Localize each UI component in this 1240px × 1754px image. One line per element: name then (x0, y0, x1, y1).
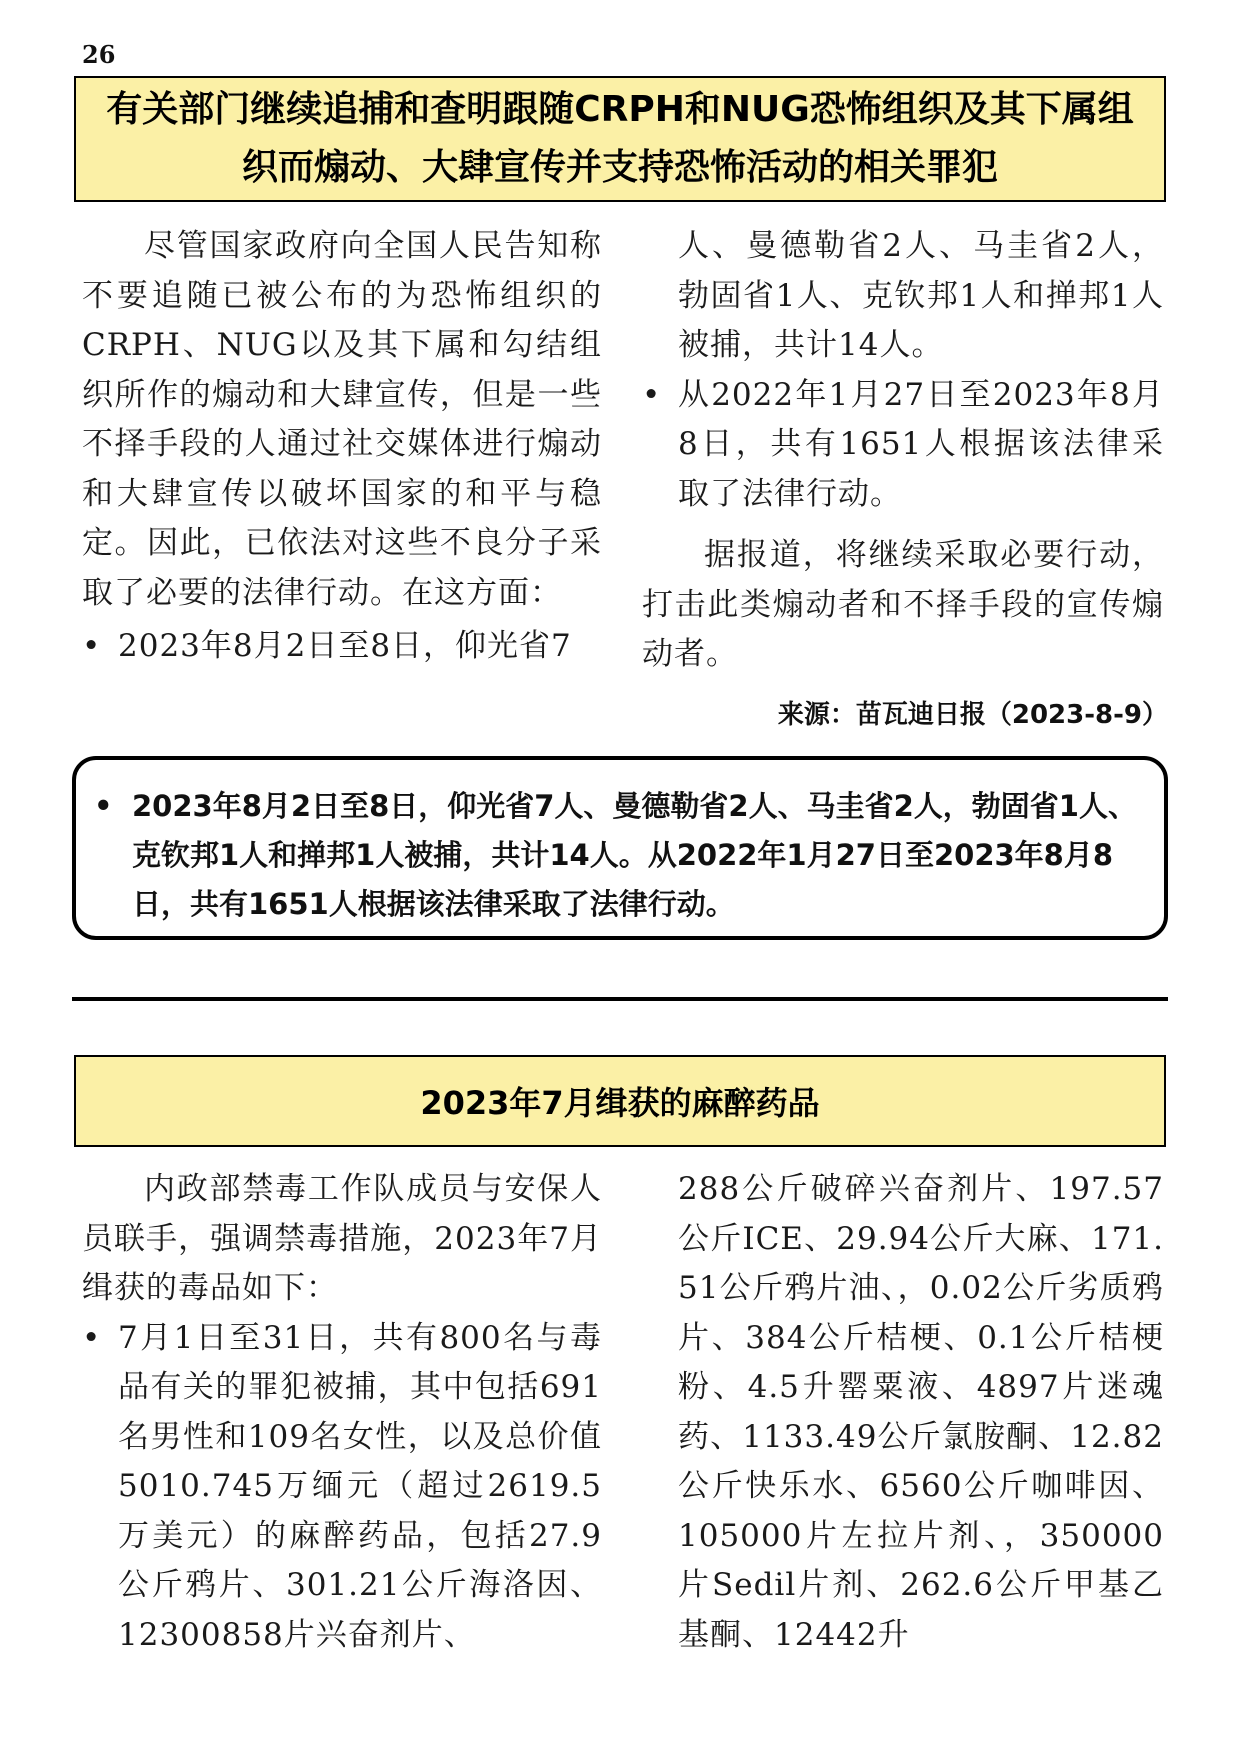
bullet-icon: • (82, 628, 102, 664)
bullet-text: 2023年8月2日至8日，仰光省7 (118, 628, 572, 664)
page-number: 26 (82, 40, 116, 69)
article1-intro-paragraph: 尽管国家政府向全国人民告知称不要追随已被公布的为恐怖组织的CRPH、NUG以及其下属和勾结组织所作的煽动和大肆宣传，但是一些不择手段的人通过社交媒体进行煽动和大肆宣传以破坏国家的和平与稳定。因此，已依法对这些不良分子采取了必要的法律行动。在这方面： (82, 228, 602, 611)
article1-closing-paragraph: 据报道，将继续采取必要行动，打击此类煽动者和不择手段的宣传煽动者。 (642, 537, 1164, 672)
section-divider (72, 997, 1168, 1001)
article1-left-column (82, 222, 602, 672)
bullet-text: 7月1日至31日，共有800名与毒品有关的罪犯被捕，其中包括691名男性和109名女性，以及总价值5010.745万缅元（超过2619.5万美元）的麻醉药品，包括27.9公斤鸦片、301.21公斤海洛因、12300858片兴奋剂片、 (118, 1319, 602, 1653)
article1-source: 来源：苗瓦迪日报（2023-8-9） (777, 700, 1168, 730)
article1-bullet-arrests-continued: 人、曼德勒省2人、马圭省2人，勃固省1人、克钦邦1人和掸邦1人被捕，共计14人。 (678, 228, 1164, 363)
bullet-icon: • (642, 376, 662, 413)
article-title-narcotics (74, 1055, 1166, 1147)
article1-right-column (642, 222, 1164, 680)
article2-right-column (642, 1165, 1164, 1660)
article-title-terrorism (74, 76, 1166, 202)
article-title-text: 有关部门继续追捕和查明跟随CRPH和NUG恐怖组织及其下属组织而煽动、大肆宣传并支持恐怖活动的相关罪犯 (106, 89, 1134, 188)
article2-bullet-seizures (82, 1314, 602, 1661)
bullet-text: 从2022年1月27日至2023年8月8日，共有1651人根据该法律采取了法律行动。 (678, 376, 1164, 512)
article2-bullet-seizures-continued: 288公斤破碎兴奋剂片、197.57公斤ICE、29.94公斤大麻、171.51公斤鸦片油、，0.02公斤劣质鸦片、384公斤桔梗、0.1公斤桔梗粉、4.5升罂粟液、4897片迷魂药、1133.49公斤氯胺酮、12.82公斤快乐水、6560公斤咖啡因、105000片左拉片剂、，350000片Sedil片剂、262.6公斤甲基乙基酮、12442升 (678, 1171, 1164, 1653)
bullet-icon: • (82, 1319, 102, 1356)
bullet-icon: • (94, 789, 113, 823)
article1-bullet-total (642, 371, 1164, 520)
summary-text: 2023年8月2日至8日，仰光省7人、曼德勒省2人、马圭省2人，勃固省1人、克钦邦1人和掸邦1人被捕，共计14人。从2022年1月27日至2023年8月8日，共有1651人根据该法律采取了法律行动。 (132, 789, 1137, 921)
article2-intro-paragraph: 内政部禁毒工作队成员与安保人员联手，强调禁毒措施，2023年7月缉获的毒品如下： (82, 1171, 602, 1306)
article1-summary-box (72, 756, 1168, 940)
article-title-text: 2023年7月缉获的麻醉药品 (420, 1084, 820, 1122)
article2-left-column (82, 1165, 602, 1660)
article1-bullet-arrests (82, 622, 602, 672)
